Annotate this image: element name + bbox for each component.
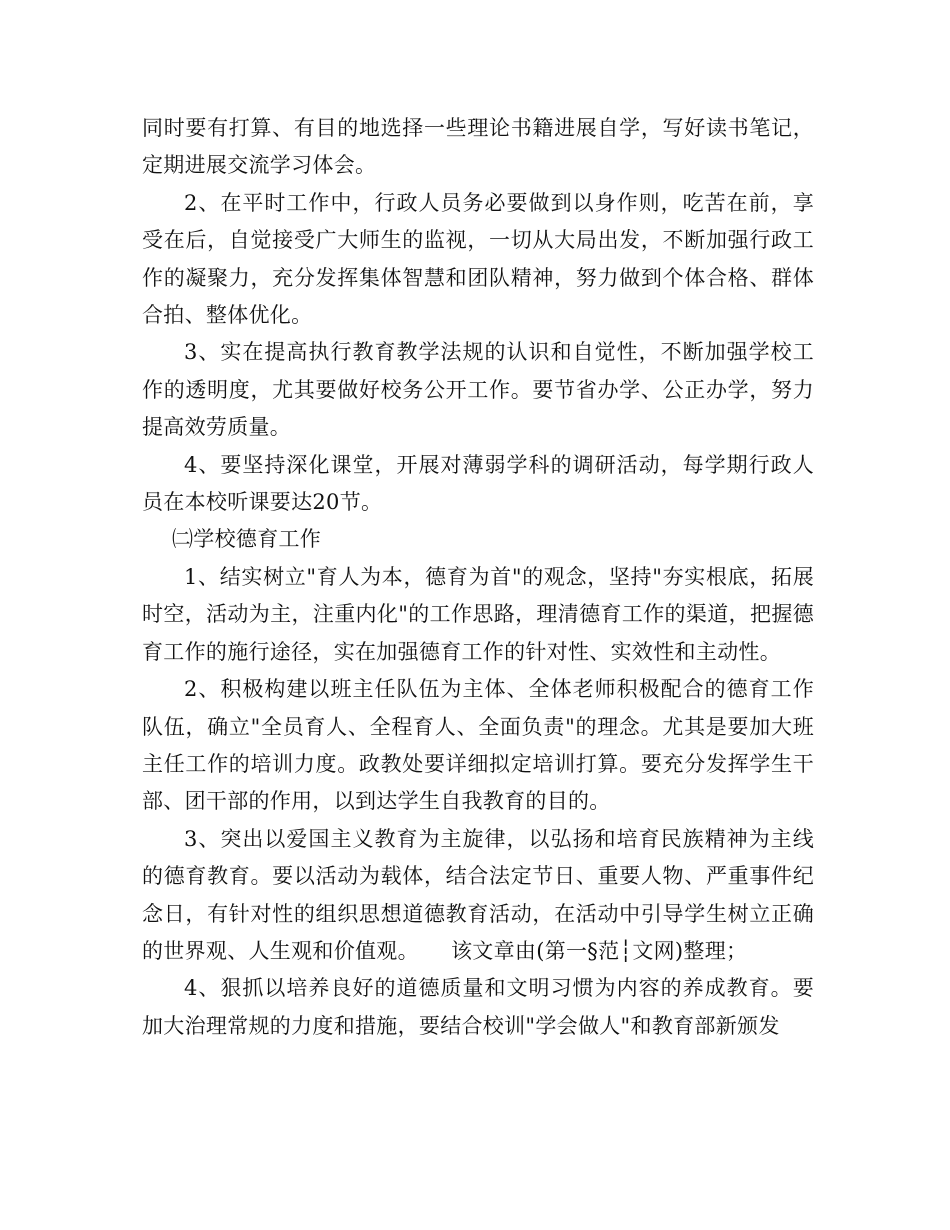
paragraph-item-4-habits: 4、狠抓以培养良好的道德质量和文明习惯为内容的养成教育。要加大治理常规的力度和措施，要结合校训"学会做人"和教育部新颁发 [142,976,814,1038]
section-heading-moral-education: ㈡学校德育工作 [172,527,322,552]
paragraph-item-2-admin: 2、在平时工作中，行政人员务必要做到以身作则，吃苦在前，享受在后，自觉接受广大师生的监视，一切从大局出发，不断加强行政工作的凝聚力，充分发挥集体智慧和团队精神，努力做到个体合格、群体合拍、整体优化。 [142,190,814,328]
paragraph-continuation: 同时要有打算、有目的地选择一些理论书籍进展自学，写好读书笔记，定期进展交流学习体会。 [142,116,814,178]
paragraph-item-4-classroom: 4、要坚持深化课堂，开展对薄弱学科的调研活动，每学期行政人员在本校听课要达20节。 [142,452,814,515]
paragraph-item-3-regulations: 3、实在提高执行教育教学法规的认识和自觉性，不断加强学校工作的透明度，尤其要做好校务公开工作。要节省办学、公正办学，努力提高效劳质量。 [142,340,814,440]
paragraph-item-1-concept: 1、结实树立"育人为本，德育为首"的观念，坚持"夯实根底，拓展时空，活动为主，注重内化"的工作思路，理清德育工作的渠道，把握德育工作的施行途径，实在加强德育工作的针对性、实效性和主动性。 [142,564,814,664]
document-body [142,110,814,1045]
paragraph-item-2-team: 2、积极构建以班主任队伍为主体、全体老师积极配合的德育工作队伍，确立"全员育人、全程育人、全面负责"的理念。尤其是要加大班主任工作的培训力度。政教处要详细拟定培训打算。要充分发挥学生干部、团干部的作用，以到达学生自我教育的目的。 [142,677,814,814]
paragraph-item-3-patriotism: 3、突出以爱国主义教育为主旋律，以弘扬和培育民族精神为主线的德育教育。要以活动为载体，结合法定节日、重要人物、严重事件纪念日，有针对性的组织思想道德教育活动，在活动中引导学生树立正确的世界观、人生观和价值观。 该文章由(第一§范┆文网)整理； [142,826,814,963]
